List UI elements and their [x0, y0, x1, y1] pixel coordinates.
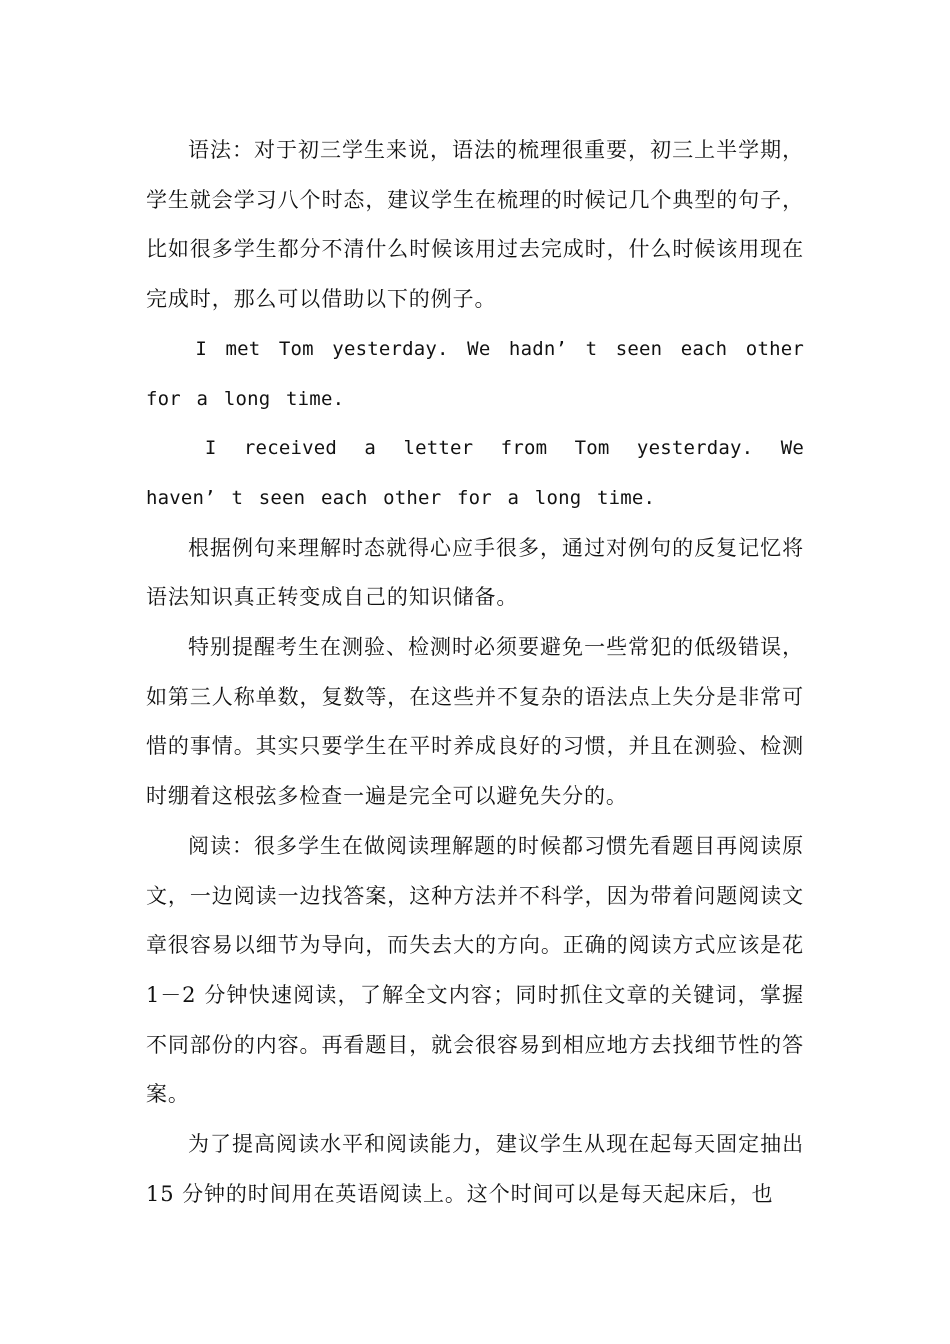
paragraph-example-1: I met Tom yesterday. We hadn’ t seen each other for a long time. [146, 337, 804, 410]
paragraph-reading: 阅读：很多学生在做阅读理解题的时候都习惯先看题目再阅读原文，一边阅读一边找答案，这种方法并不科学，因为带着问题阅读文章很容易以细节为导向，而失去大的方向。正确的阅读方式应该是花 1－2 分钟快速阅读，了解全文内容；同时抓住文章的关键词，掌握不同部份的内容。再看题目，就会很容易到相应地方去找细节性的答案。 [146, 833, 804, 1107]
paragraph-example-2: I received a letter from Tom yesterday. We haven’ t seen each other for a long time. [146, 437, 804, 509]
paragraph-reminder: 特别提醒考生在测验、检测时必须要避免一些常犯的低级错误，如第三人称单数，复数等，在这些并不复杂的语法点上失分是非常可惜的事情。其实只要学生在平时养成良好的习惯，并且在测验、检测时绷着这根弦多检查一遍是完全可以避免失分的。 [146, 635, 804, 809]
paragraph-grammar: 语法：对于初三学生来说，语法的梳理很重要，初三上半学期，学生就会学习八个时态，建议学生在梳理的时候记几个典型的句子，比如很多学生都分不清什么时候该用过去完成时，什么时候该用现在完成时，那么可以借助以下的例子。 [146, 138, 804, 312]
paragraph-reading-practice: 为了提高阅读水平和阅读能力，建议学生从现在起每天固定抽出 15 分钟的时间用在英语阅读上。这个时间可以是每天起床后，也 [146, 1132, 804, 1206]
paragraph-tense-understanding: 根据例句来理解时态就得心应手很多，通过对例句的反复记忆将语法知识真正转变成自己的知识储备。 [146, 535, 804, 610]
document-page [146, 126, 804, 1219]
